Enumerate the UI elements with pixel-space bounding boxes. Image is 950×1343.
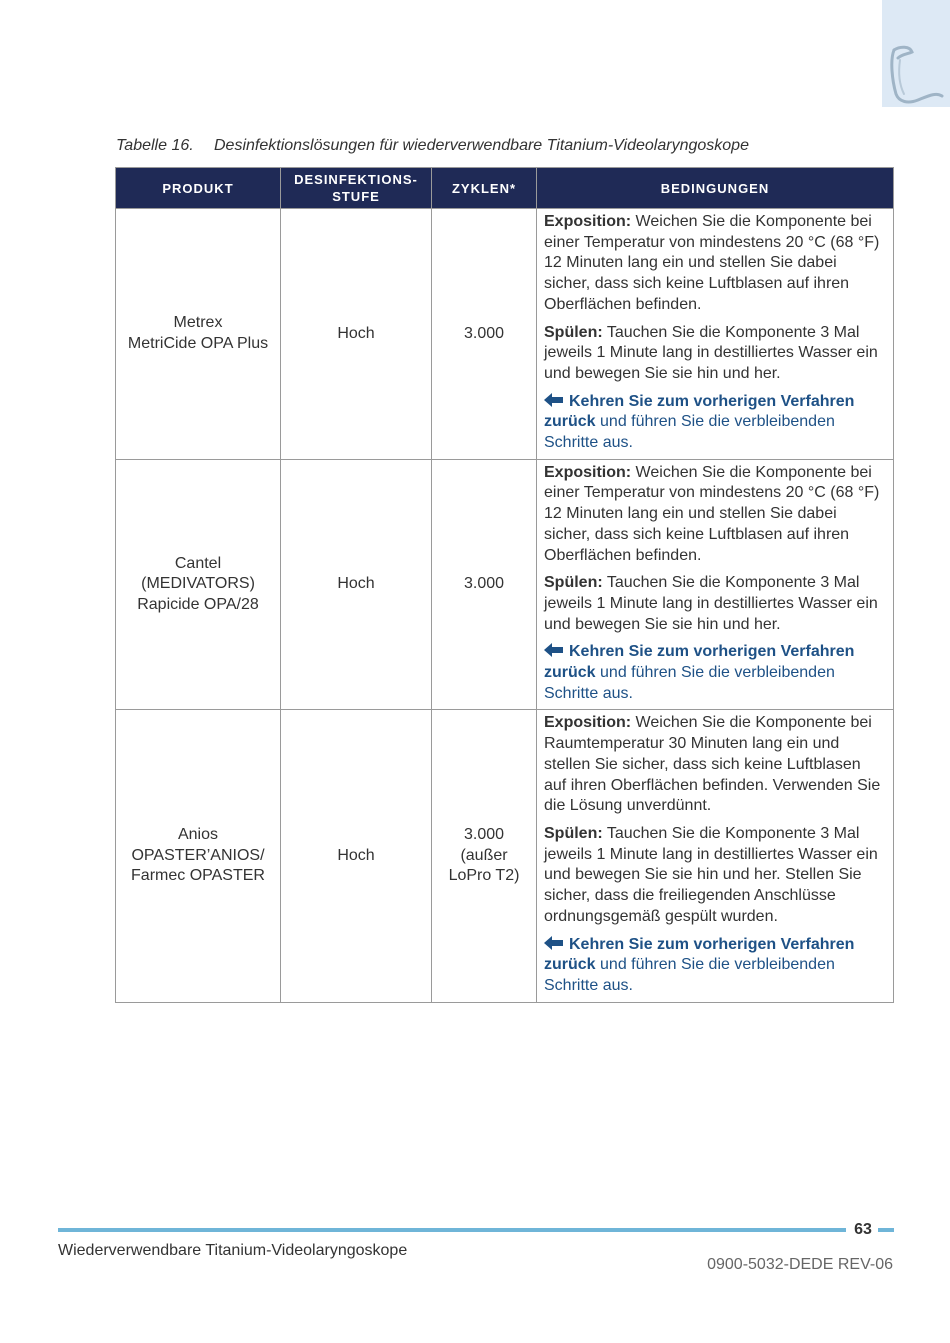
corner-tab (882, 0, 950, 107)
spuelen-body: Tauchen Sie die Komponente 3 Mal jeweils 1 Minute lang in destilliertes Wasser ein und bewegen Sie sie hin und her. (544, 574, 878, 633)
caption-number: Tabelle 16. (116, 137, 194, 154)
zyklen-line: 3.000 (463, 575, 505, 593)
produkt-line: OPASTER’ANIOS/ (131, 846, 265, 864)
laryngoscope-blade-icon (888, 40, 944, 106)
exposition-label: Exposition: (544, 463, 632, 481)
footer-rule (58, 1228, 846, 1232)
document-code: 0900-5032-DEDE REV-06 (707, 1256, 893, 1273)
cell-zyklen (432, 209, 537, 460)
produkt-line: Cantel (174, 554, 222, 572)
spuelen-body: Tauchen Sie die Komponente 3 Mal jeweils 1 Minute lang in destilliertes Wasser ein und bewegen Sie sie hin und her. (544, 323, 878, 382)
back-link-text: und führen Sie die verbleibenden Schritte aus. (544, 664, 835, 702)
back-link-text: und führen Sie die verbleibenden Schritte aus. (544, 413, 835, 452)
cell-bedingungen (537, 459, 894, 710)
header-zyklen: ZYKLEN* (432, 168, 537, 209)
table-row (116, 209, 894, 460)
header-stufe-line2: STUFE (332, 189, 380, 204)
table-row (116, 459, 894, 710)
back-link[interactable] (544, 935, 885, 997)
footer-rule-end (878, 1228, 894, 1232)
spuelen-body: Tauchen Sie die Komponente 3 Mal jeweils 1 Minute lang in destilliertes Wasser ein und bewegen Sie sie hin und her. Stellen Sie sicher, dass die freiliegenden Anschlüsse ordnungsgemäß gespült wurden. (544, 824, 878, 925)
cell-produkt (116, 209, 281, 460)
produkt-line: Anios (177, 825, 219, 843)
spuelen-text (544, 323, 885, 385)
exposition-text (544, 713, 885, 817)
cell-zyklen (432, 459, 537, 710)
zyklen-line: 3.000 (463, 825, 505, 843)
zyklen-line: (außer (460, 846, 508, 864)
caption-title: Desinfektionslösungen für wiederverwendbare Titanium-Videolaryngoskope (214, 137, 749, 154)
back-arrow-icon (544, 393, 564, 407)
header-stufe-line1: DESINFEKTIONS- (294, 172, 418, 187)
header-produkt: PRODUKT (116, 168, 281, 209)
back-link[interactable] (544, 392, 885, 454)
spuelen-label: Spülen: (544, 824, 603, 842)
exposition-text (544, 463, 885, 567)
back-link-text: und führen Sie die verbleibenden Schritte aus. (544, 956, 835, 994)
exposition-body: Weichen Sie die Komponente bei einer Temperatur von mindestens 20 °C (68 °F) 12 Minuten lang ein und stellen Sie dabei sicher, dass sich keine Luftblasen auf ihren Oberflächen befinden. (544, 463, 880, 564)
spuelen-text (544, 573, 885, 635)
cell-stufe: Hoch (281, 209, 432, 460)
cell-bedingungen (537, 209, 894, 460)
header-stufe (281, 168, 432, 209)
produkt-line: Metrex (173, 314, 223, 332)
cell-produkt (116, 459, 281, 710)
back-link[interactable] (544, 642, 885, 704)
exposition-label: Exposition: (544, 714, 632, 732)
back-link-bold: Kehren Sie zum vorherigen Verfahren zurück (544, 935, 855, 974)
back-link-bold: Kehren Sie zum vorherigen Verfahren zurück (544, 643, 855, 682)
produkt-line: Rapicide OPA/28 (137, 595, 259, 613)
spuelen-text (544, 824, 885, 928)
table-row (116, 710, 894, 1002)
exposition-label: Exposition: (544, 213, 632, 230)
cell-bedingungen (537, 710, 894, 1002)
header-bedingungen: BEDINGUNGEN (537, 168, 894, 209)
back-link-bold: Kehren Sie zum vorherigen Verfahren zurück (544, 392, 855, 431)
back-arrow-icon (544, 643, 564, 657)
produkt-line: (MEDIVATORS) (141, 575, 255, 593)
back-arrow-icon (544, 936, 564, 950)
exposition-body: Weichen Sie die Komponente bei Raumtemperatur 30 Minuten lang ein und stellen Sie sicher, dass sich keine Luftblasen auf ihren Oberflächen befinden. Verwenden Sie die Lösung unverdünnt. (544, 714, 881, 815)
table-header-row (116, 168, 894, 209)
cell-stufe: Hoch (281, 710, 432, 1002)
footer-title: Wiederverwendbare Titanium-Videolaryngoskope (58, 1242, 408, 1259)
zyklen-line: 3.000 (463, 324, 505, 342)
produkt-line: Farmec OPASTER (131, 867, 265, 885)
exposition-text (544, 212, 885, 316)
produkt-line: MetriCide OPA Plus (127, 334, 269, 352)
cell-stufe: Hoch (281, 459, 432, 710)
spuelen-label: Spülen: (544, 574, 603, 592)
disinfection-table (115, 167, 894, 1003)
zyklen-line: LoPro T2) (448, 867, 520, 885)
table-caption (116, 137, 896, 155)
page-number: 63 (854, 1221, 872, 1238)
cell-zyklen (432, 710, 537, 1002)
cell-produkt (116, 710, 281, 1002)
exposition-body: Weichen Sie die Komponente bei einer Temperatur von mindestens 20 °C (68 °F) 12 Minuten lang ein und stellen Sie dabei sicher, dass sich keine Luftblasen auf ihren Oberflächen befinden. (544, 213, 880, 313)
spuelen-label: Spülen: (544, 323, 603, 341)
